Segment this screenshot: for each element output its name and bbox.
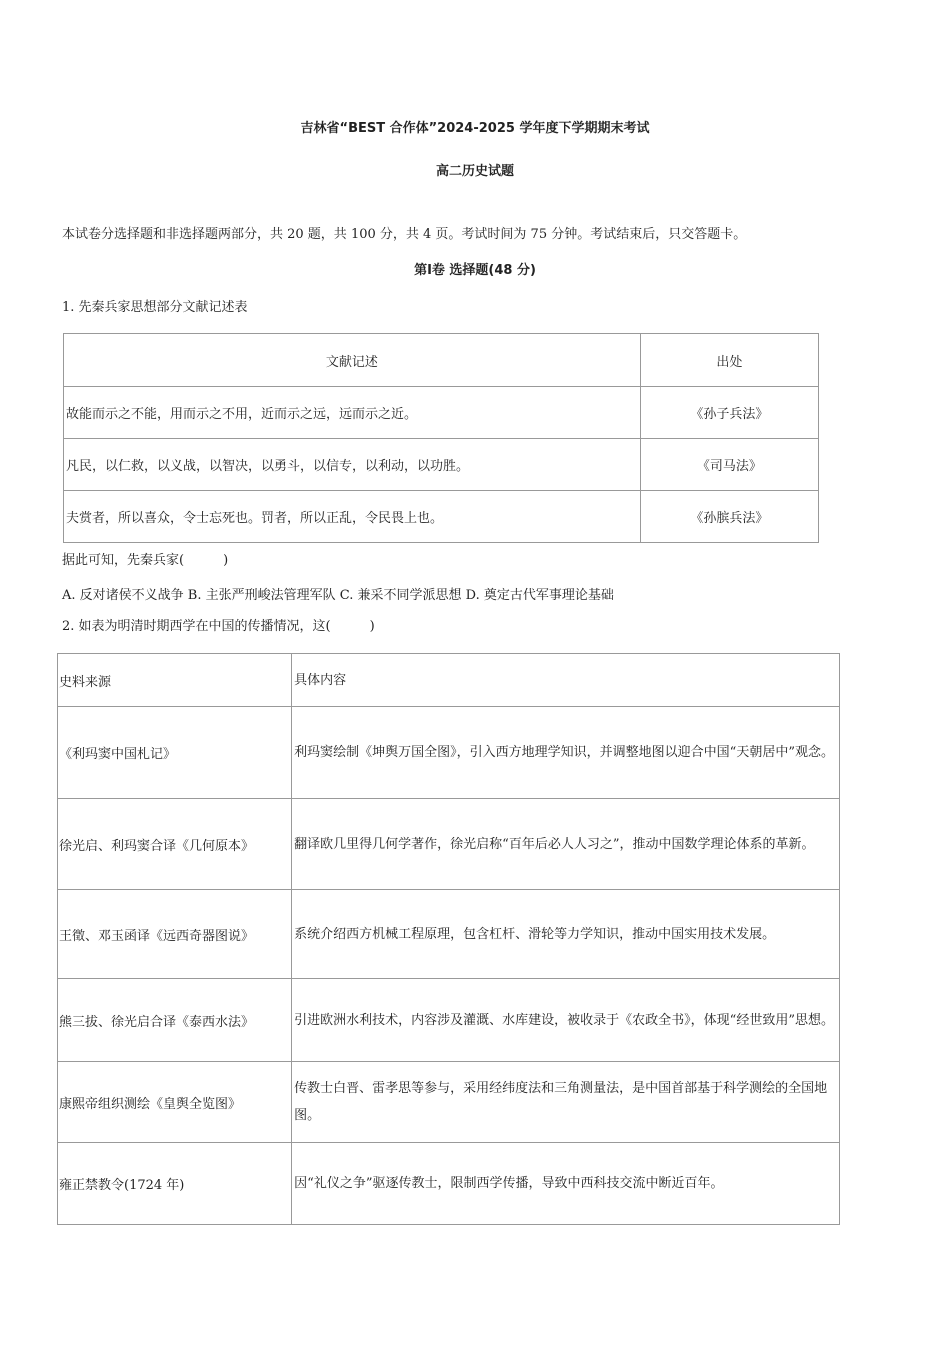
exam-instructions: 本试卷分选择题和非选择题两部分，共 20 题，共 100 分，共 4 页。考试时间为 75 分钟。考试结束后，只交答题卡。: [62, 227, 747, 242]
table-header-row: [64, 334, 819, 387]
table-cell: 系统介绍西方机械工程原理，包含杠杆、滑轮等力学知识，推动中国实用技术发展。: [292, 890, 840, 979]
table-cell: 熊三拔、徐光启合译《泰西水法》: [58, 979, 292, 1062]
table-row: [58, 979, 840, 1062]
table-cell: 康熙帝组织测绘《皇舆全览图》: [58, 1062, 292, 1143]
table-cell: 引进欧洲水利技术，内容涉及灌溉、水库建设，被收录于《农政全书》，体现“经世致用”思想。: [292, 979, 840, 1062]
table-cell: 雍正禁教令(1724 年): [58, 1143, 292, 1225]
table-row: [64, 491, 819, 543]
table-cell: 《孙膑兵法》: [640, 491, 818, 543]
table-cell: 徐光启、利玛窦合译《几何原本》: [58, 799, 292, 890]
table-header-row: [58, 654, 840, 707]
table-row: [58, 1062, 840, 1143]
table-cell: 《利玛窦中国札记》: [58, 707, 292, 799]
table-row: [58, 890, 840, 979]
table-header-cell: 史料来源: [58, 654, 292, 707]
table-row: [58, 707, 840, 799]
question-1-options: A. 反对诸侯不义战争 B. 主张严刑峻法管理军队 C. 兼采不同学派思想 D. 奠定古代军事理论基础: [62, 588, 614, 603]
table-cell: 因“礼仪之争”驱逐传教士，限制西学传播，导致中西科技交流中断近百年。: [292, 1143, 840, 1225]
question-2-table: [57, 653, 840, 1225]
table-cell: 故能而示之不能，用而示之不用，近而示之远，远而示之近。: [64, 387, 641, 439]
table-cell: 传教士白晋、雷孝思等参与，采用经纬度法和三角测量法，是中国首部基于科学测绘的全国地图。: [292, 1062, 840, 1143]
exam-title: 吉林省“BEST 合作体”2024-2025 学年度下学期期末考试: [300, 121, 650, 136]
table-row: [58, 1143, 840, 1225]
table-row: [58, 799, 840, 890]
table-cell: 《司马法》: [640, 439, 818, 491]
table-cell: 夫赏者，所以喜众，令士忘死也。罚者，所以正乱，令民畏上也。: [64, 491, 641, 543]
table-cell: 利玛窦绘制《坤舆万国全图》，引入西方地理学知识，并调整地图以迎合中国“天朝居中”观念。: [292, 707, 840, 799]
table-cell: 凡民，以仁救，以义战，以智决，以勇斗，以信专，以利动，以功胜。: [64, 439, 641, 491]
table-header-cell: 文献记述: [64, 334, 641, 387]
table-cell: 王徵、邓玉函译《远西奇器图说》: [58, 890, 292, 979]
table-cell: 翻译欧几里得几何学著作，徐光启称“百年后必人人习之”，推动中国数学理论体系的革新。: [292, 799, 840, 890]
question-1-stem: 1. 先秦兵家思想部分文献记述表: [62, 300, 248, 315]
question-1-prompt: 据此可知，先秦兵家( ): [62, 553, 229, 568]
question-2-stem: 2. 如表为明清时期西学在中国的传播情况，这( ): [62, 619, 375, 634]
table-header-cell: 出处: [640, 334, 818, 387]
table-header-cell: 具体内容: [292, 654, 840, 707]
exam-subtitle: 高二历史试题: [435, 164, 514, 179]
table-cell: 《孙子兵法》: [640, 387, 818, 439]
section-heading: 第Ⅰ卷 选择题(48 分): [414, 263, 536, 278]
table-row: [64, 387, 819, 439]
table-row: [64, 439, 819, 491]
question-1-table: [63, 333, 819, 543]
